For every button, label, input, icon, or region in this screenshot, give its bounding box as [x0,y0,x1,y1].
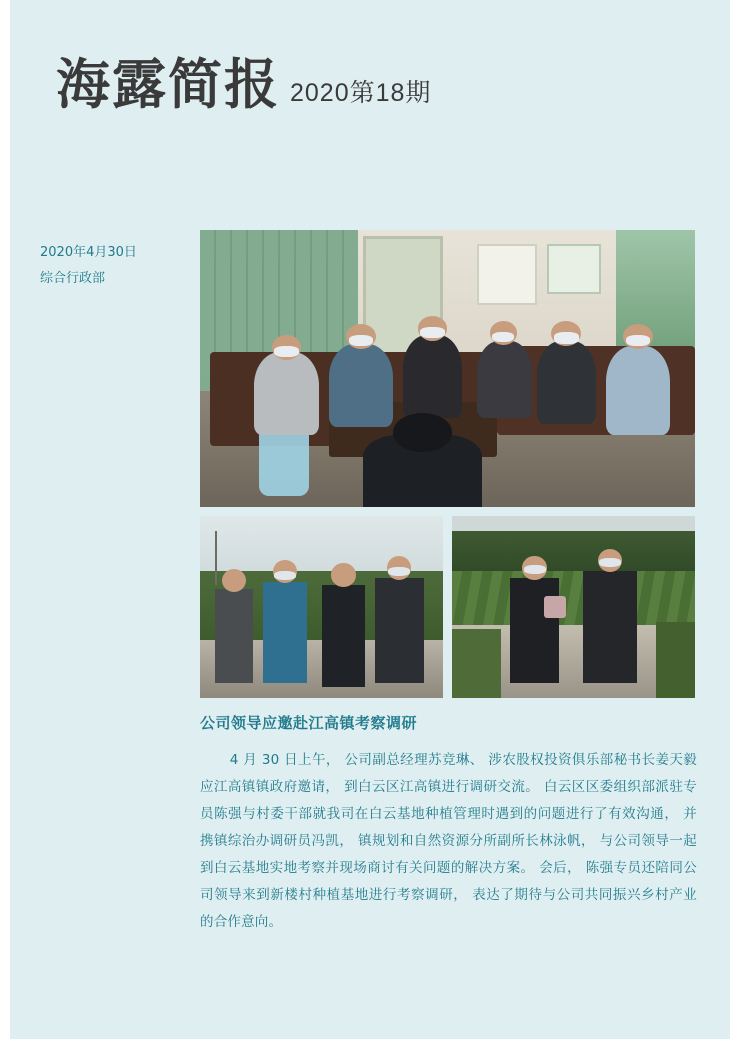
photo-foreground-person-head [393,413,452,452]
document-meta [40,240,190,292]
publish-date: 2020年4月30日 [40,245,137,260]
field-discussion-photo [200,516,443,698]
meeting-indoor-photo [200,230,695,507]
photo2-person-4 [375,578,424,684]
photo2-person-2 [263,582,307,684]
photo3-person-2-mask [599,558,621,567]
photo-person-1 [254,352,318,435]
photo2-person-2-mask [274,571,296,580]
two-people-path-photo [452,516,695,698]
photo3-person-1-mask [524,565,546,574]
article-title: 公司领导应邀赴江高镇考察调研 [200,714,418,732]
article-body: 4 月 30 日上午， 公司副总经理苏竞琳、 涉农股权投资俱乐部秘书长姜天毅应江高镇镇政府邀请， 到白云区江高镇进行调研交流。 白云区区委组织部派驻专员陈强与村委干部就我司在白云基地种植管理时遇到的问题进行了有效沟通， 并携镇综治办调研员冯凯， 镇规划和自然资源分所副所长林泳帆， 与公司领导一起到白云基地实地考察并现场商讨有关问题的解决方案。 会后， 陈强专员还陪同公司领导来到新楼村种植基地进行考察调研， 表达了期待与公司共同振兴乡村产业的合作意向。 [200,752,697,930]
photo3-person-1 [510,578,559,684]
photo-person-3-mask [420,327,445,338]
photo-person-2-mask [349,335,374,346]
article [200,712,697,936]
photo2-person-4-mask [388,567,410,576]
photo-person-4 [477,341,531,419]
photo-row [200,516,695,698]
photo-person-5 [537,341,596,424]
masthead-header [56,53,432,116]
page-left-edge [0,0,10,1047]
photo2-person-1 [215,589,254,684]
photo3-handbag [544,596,566,618]
page-right-edge [730,0,740,1047]
photo-person-5-mask [554,332,579,343]
department-name: 综合行政部 [40,271,106,286]
photo-notice-board-2 [547,244,601,294]
photo-person-2 [329,344,393,427]
photo3-person-2 [583,571,636,684]
photo-notice-board [477,244,536,305]
photo-person-4-mask [492,332,514,342]
photo3-grass-left [452,629,501,698]
photo-person-6-mask [626,335,651,346]
photo-water-jug [259,429,309,495]
photo3-grass-right [656,622,695,698]
masthead-title: 海露简报 [56,53,280,116]
issue-number: 2020第18期 [290,79,432,107]
photo-gallery [200,230,695,698]
photo-person-6 [606,346,670,435]
photo-person-3 [403,335,462,418]
photo2-utility-pole [215,531,217,586]
page-bottom-edge [0,1039,740,1047]
photo2-person-3-head [331,563,355,587]
photo2-person-3 [322,585,366,687]
photo-person-1-mask [274,346,299,357]
